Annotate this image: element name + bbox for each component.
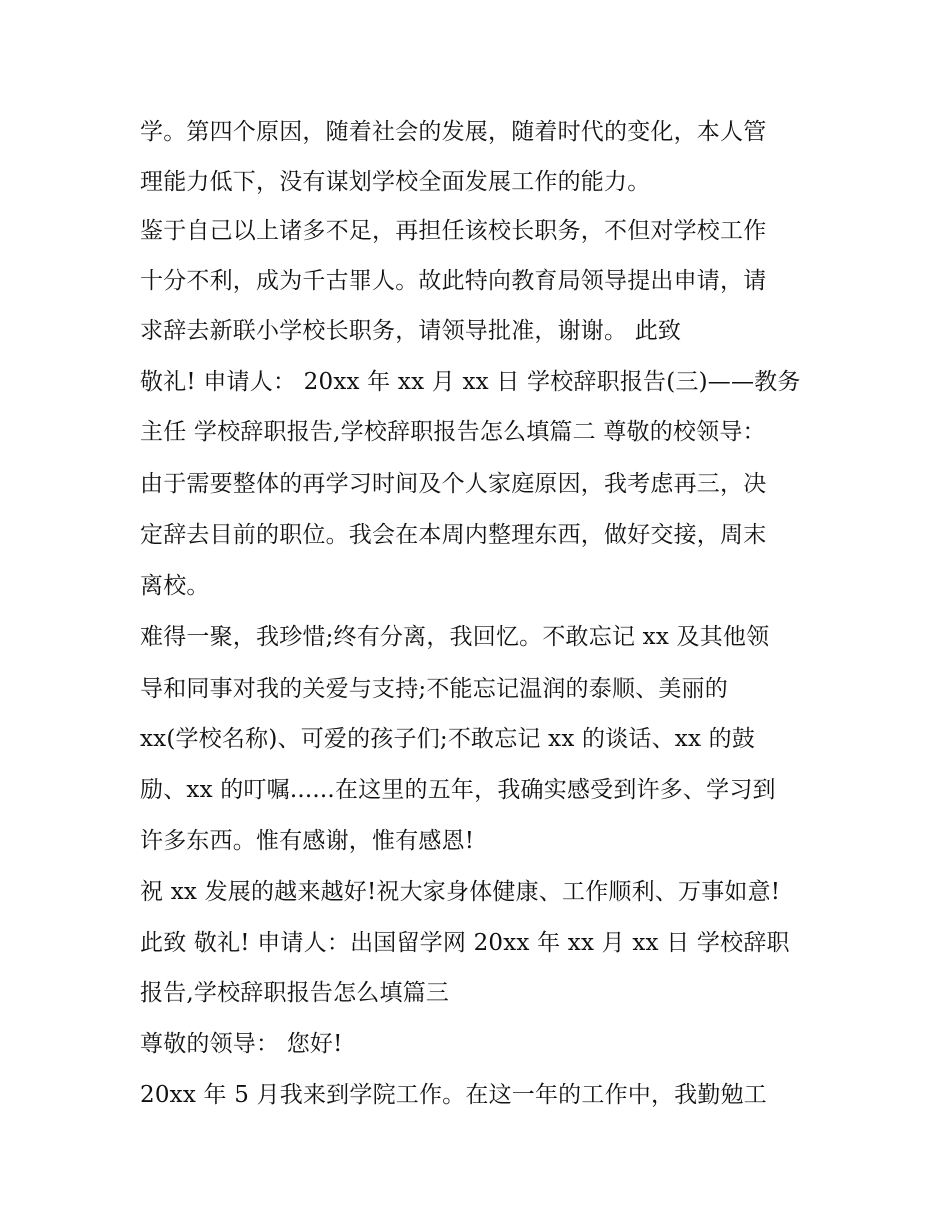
text-line: 鉴于自己以上诸多不足，再担任该校长职务，不但对学校工作 — [140, 218, 767, 244]
text-line: 学。第四个原因，随着社会的发展，随着时代的变化，本人管 — [140, 119, 767, 145]
text-line: 励、xx 的叮嘱......在这里的五年，我确实感受到许多、学习到 — [140, 777, 776, 803]
text-line: 离校。 — [140, 573, 210, 599]
text-line: 20xx 年 5 月我来到学院工作。在这一年的工作中，我勤勉工 — [140, 1082, 767, 1108]
text-line: 导和同事对我的关爱与支持;不能忘记温润的泰顺、美丽的 — [140, 676, 728, 702]
text-line: 主任 学校辞职报告,学校辞职报告怎么填篇二 尊敬的校领导： — [140, 419, 766, 445]
text-line: 祝 xx 发展的越来越好!祝大家身体健康、工作顺利、万事如意! — [140, 879, 781, 905]
text-line: 由于需要整体的再学习时间及个人家庭原因，我考虑再三，决 — [140, 471, 767, 497]
text-line: 许多东西。惟有感谢，惟有感恩! — [140, 828, 475, 854]
text-line: 报告,学校辞职报告怎么填篇三 — [140, 980, 450, 1006]
text-line: 理能力低下，没有谋划学校全面发展工作的能力。 — [140, 169, 651, 195]
text-line: 此致 敬礼! 申请人：出国留学网 20xx 年 xx 月 xx 日 学校辞职 — [140, 930, 790, 956]
text-line: 尊敬的领导： 您好! — [140, 1031, 343, 1057]
text-line: 定辞去目前的职位。我会在本周内整理东西，做好交接，周末 — [140, 522, 767, 548]
text-line: xx(学校名称)、可爱的孩子们;不敢忘记 xx 的谈话、xx 的鼓 — [140, 726, 756, 752]
text-line: 求辞去新联小学校长职务，请领导批准，谢谢。 此致 — [140, 318, 682, 344]
text-line: 十分不利，成为千古罪人。故此特向教育局领导提出申请，请 — [140, 268, 767, 294]
text-line: 难得一聚，我珍惜;终有分离，我回忆。不敢忘记 xx 及其他领 — [140, 624, 770, 650]
text-line: 敬礼! 申请人： 20xx 年 xx 月 xx 日 学校辞职报告(三)——教务 — [140, 369, 801, 395]
